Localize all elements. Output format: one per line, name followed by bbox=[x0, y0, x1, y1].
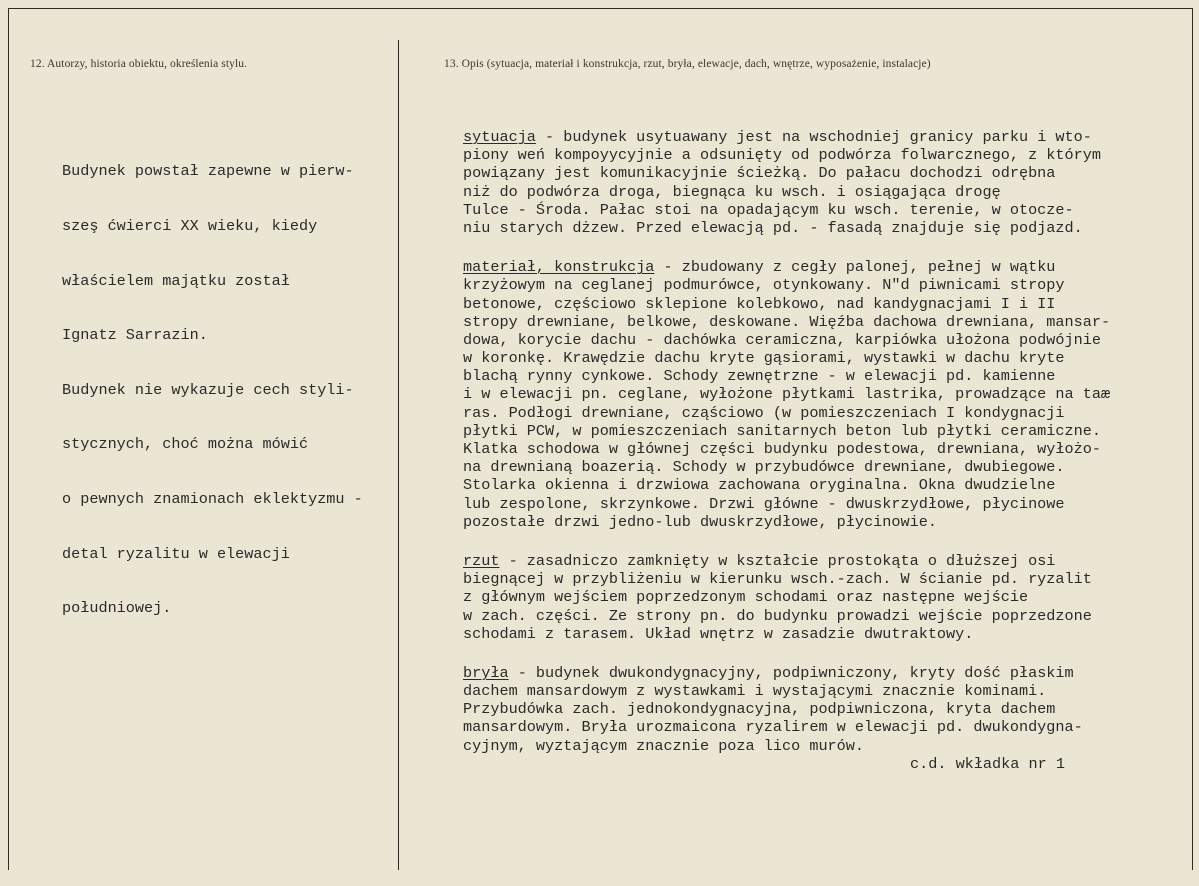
section-12-header: 12. Autorzy, historia obiektu, określenia stylu. bbox=[30, 58, 248, 70]
paragraph-line: ras. Podłogi drewniane, cząściowo (w pomieszczeniach I kondygnacji bbox=[463, 403, 1065, 422]
history-line: Budynek nie wykazuje cech styli- bbox=[62, 380, 354, 399]
paragraph-line bbox=[463, 258, 1110, 276]
description-paragraph bbox=[463, 258, 1110, 531]
description-text bbox=[463, 128, 1110, 776]
history-line: detal ryzalitu w elewacji bbox=[62, 544, 290, 563]
paragraph-line: pozostałe drzwi jedno-lub dwuskrzydłowe, płycinowie. bbox=[463, 512, 937, 531]
paragraph-line bbox=[463, 664, 1110, 682]
paragraph-line: Przybudówka zach. jednokondygnacyjna, podpiwniczona, kryta dachem bbox=[463, 700, 1056, 719]
paragraph-text: - zbudowany z cegły palonej, pełnej w wątku bbox=[654, 258, 1056, 277]
paragraph-line: betonowe, częściowo sklepione kolebkowo, nad kandygnacjami I i II bbox=[463, 294, 1056, 313]
paragraph-line: niż do podwórza droga, biegnąca ku wsch. i osiągająca drogę bbox=[463, 182, 1001, 201]
history-line: właścielem majątku został bbox=[62, 271, 290, 290]
paragraph-keyword: rzut bbox=[463, 551, 500, 570]
paragraph-keyword: materiał, konstrukcja bbox=[463, 258, 655, 277]
paragraph-line: lub zespolone, skrzynkowe. Drzwi główne - dwuskrzydłowe, płycinowe bbox=[463, 494, 1065, 513]
paragraph-line: Klatka schodowa w głównej części budynku podestowa, drewniana, wyłożo- bbox=[463, 440, 1101, 458]
paragraph-text: - budynek dwukondygnacyjny, podpiwniczony, kryty dość płaskim bbox=[508, 663, 1074, 682]
paragraph-text: - budynek usytuawany jest na wschodniej granicy parku i wto- bbox=[535, 128, 1092, 146]
paragraph-line: Tulce - Środa. Pałac stoi na opadającym ku wsch. terenie, w otocze- bbox=[463, 200, 1074, 219]
paragraph-keyword: sytuacja bbox=[463, 128, 536, 146]
paragraph-line: na drewnianą boazerią. Schody w przybudówce drewniane, dwubiegowe. bbox=[463, 458, 1065, 477]
paragraph-line: krzyżowym na ceglanej podmurówce, otynkowany. N"d piwnicami stropy bbox=[463, 276, 1065, 295]
paragraph-line: blachą rynny cynkowe. Schody zewnętrzne - w elewacji pd. kamienne bbox=[463, 367, 1056, 386]
paragraph-keyword: bryła bbox=[463, 663, 509, 682]
history-line: szeş ćwierci XX wieku, kiedy bbox=[62, 217, 318, 236]
paragraph-line: powiązany jest komunikacyjnie ścieżką. Do pałacu dochodzi odrębna bbox=[463, 164, 1056, 183]
paragraph-line: płytki PCW, w pomieszczeniach sanitarnych beton lub płytki ceramiczne. bbox=[463, 421, 1101, 440]
column-divider bbox=[398, 40, 399, 870]
paragraph-line: dowa, korycie dachu - dachówka ceramiczna, karpiówka ułożona podwójnie bbox=[463, 330, 1101, 349]
history-line: Budynek powstał zapewne w pierw- bbox=[62, 162, 354, 181]
paragraph-line: niu starych dżzew. Przed elewacją pd. - fasadą znajduje się podjazd. bbox=[463, 218, 1083, 237]
paragraph-line: w zach. części. Ze strony pn. do budynku prowadzi wejście poprzedzone bbox=[463, 606, 1092, 625]
paragraph-line: i w elewacji pn. ceglane, wyłożone płytkami lastrika, prowadzące na taæ bbox=[463, 385, 1111, 404]
description-paragraph bbox=[463, 664, 1110, 755]
description-paragraph bbox=[463, 128, 1110, 237]
paragraph-text: - zasadniczo zamknięty w kształcie prostokąta o dłuższej osi bbox=[499, 551, 1056, 570]
history-text bbox=[62, 126, 363, 654]
history-line: południowej. bbox=[62, 599, 172, 618]
paragraph-line: Stolarka okienna i drzwiowa zachowana oryginalna. Okna dwudzielne bbox=[463, 476, 1056, 495]
paragraph-line: biegnącej w przybliżeniu w kierunku wsch.-zach. W ścianie pd. ryzalit bbox=[463, 570, 1092, 589]
paragraph-line: w koronkę. Krawędzie dachu kryte gąsiorami, wystawki w dachu kryte bbox=[463, 349, 1065, 368]
paragraph-line: cyjnym, wyztającym znacznie poza lico murów. bbox=[463, 736, 865, 755]
paragraph-line: mansardowym. Bryła urozmaicona ryzalirem w elewacji pd. dwukondygna- bbox=[463, 718, 1083, 737]
paragraph-line bbox=[463, 552, 1110, 570]
paragraph-line: piony weń kompoyycyjnie a odsunięty od podwórza folwarcznego, z którym bbox=[463, 146, 1101, 165]
paragraph-line bbox=[463, 128, 1110, 146]
history-line: stycznych, choć można mówić bbox=[62, 435, 309, 454]
paragraph-line: dachem mansardowym z wystawkami i wystającymi znacznie kominami. bbox=[463, 682, 1047, 701]
paragraph-line: z głównym wejściem poprzedzonym schodami oraz następne wejście bbox=[463, 588, 1029, 607]
history-line: o pewnych znamionach eklektyzmu - bbox=[62, 490, 363, 509]
section-13-header: 13. Opis (sytuacja, materiał i konstrukcja, rzut, bryła, elewacje, dach, wnętrze, wyposażenie, instalacje) bbox=[444, 58, 931, 70]
paragraph-line: stropy drewniane, belkowe, deskowane. Więźba dachowa drewniana, mansar- bbox=[463, 312, 1111, 331]
description-paragraph bbox=[463, 552, 1110, 643]
continuation-note: c.d. wkładka nr 1 bbox=[910, 755, 1065, 773]
history-line: Ignatz Sarrazin. bbox=[62, 326, 208, 345]
paragraph-line: schodami z tarasem. Układ wnętrz w zasadzie dwutraktowy. bbox=[463, 624, 974, 643]
